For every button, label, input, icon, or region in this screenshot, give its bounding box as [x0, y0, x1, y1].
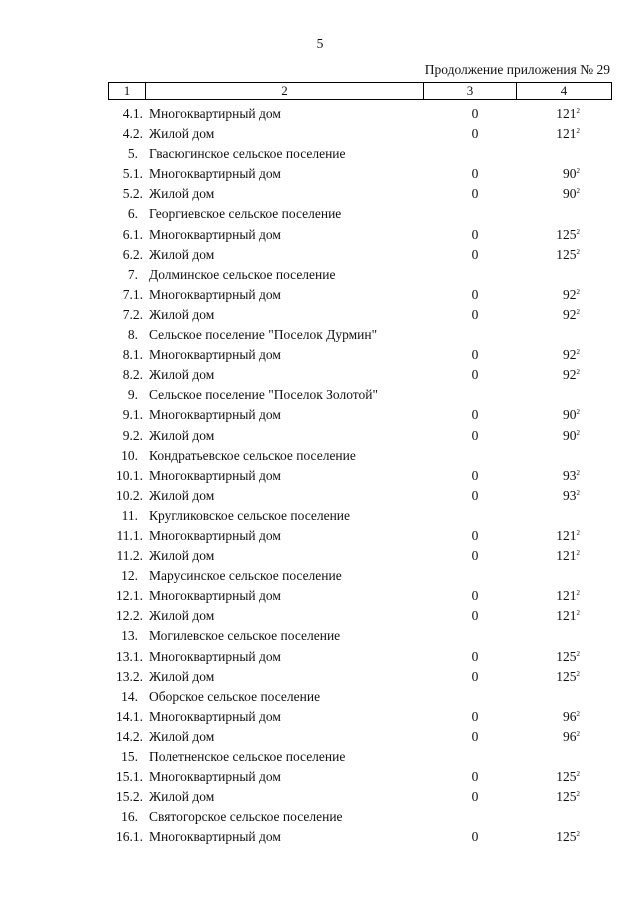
col-3-value: 0 [471, 548, 479, 564]
housing-type: Жилой дом [149, 126, 215, 142]
row-number: 5.1. [122, 166, 143, 182]
row-number: 14. [121, 688, 138, 704]
header-col-1: 1 [109, 83, 146, 100]
row-number: 13. [121, 628, 138, 644]
col-4-value [556, 124, 580, 144]
col-4-number: 92 [563, 367, 577, 383]
housing-type: Жилой дом [149, 427, 215, 443]
footnote-mark: 2 [576, 488, 580, 497]
housing-type: Многоквартирный дом [149, 708, 281, 724]
table-row [0, 305, 640, 325]
housing-type: Многоквартирный дом [149, 527, 281, 543]
col-4-value [556, 667, 580, 687]
col-3-value: 0 [471, 487, 479, 503]
footnote-mark: 2 [576, 589, 580, 598]
col-3-value: 0 [471, 789, 479, 805]
housing-type: Жилой дом [149, 668, 215, 684]
col-4-number: 121 [556, 548, 577, 564]
row-number: 13.2. [116, 668, 143, 684]
col-3-value: 0 [471, 527, 479, 543]
table-row [0, 667, 640, 687]
table-row [0, 767, 640, 787]
housing-type: Многоквартирный дом [149, 347, 281, 363]
col-4-number: 90 [563, 186, 577, 202]
row-number: 15.2. [116, 789, 143, 805]
col-4-value [563, 486, 580, 506]
row-number: 16. [121, 809, 138, 825]
footnote-mark: 2 [576, 307, 580, 316]
table-row [0, 124, 640, 144]
section-row [0, 747, 640, 767]
housing-type: Жилой дом [149, 789, 215, 805]
col-4-value [556, 225, 580, 245]
table-row [0, 405, 640, 425]
col-3-value: 0 [471, 708, 479, 724]
col-4-value [563, 405, 580, 425]
col-4-number: 125 [556, 789, 577, 805]
row-number: 14.2. [116, 728, 143, 744]
row-number: 7.2. [122, 306, 143, 322]
col-4-value [556, 787, 580, 807]
footnote-mark: 2 [576, 187, 580, 196]
table-row [0, 546, 640, 566]
footnote-mark: 2 [576, 770, 580, 779]
housing-type: Многоквартирный дом [149, 769, 281, 785]
row-number: 9.1. [122, 407, 143, 423]
footnote-mark: 2 [576, 348, 580, 357]
row-number: 10. [121, 447, 138, 463]
col-4-number: 125 [556, 829, 577, 845]
table-row [0, 486, 640, 506]
col-4-number: 90 [563, 407, 577, 423]
header-col-4: 4 [517, 83, 612, 100]
header-col-3: 3 [424, 83, 517, 100]
housing-type: Многоквартирный дом [149, 106, 281, 121]
page-number: 5 [316, 36, 324, 51]
col-3-value: 0 [471, 126, 479, 142]
row-number: 4.2. [122, 126, 143, 142]
housing-type: Многоквартирный дом [149, 286, 281, 302]
row-number: 16.1. [116, 829, 143, 845]
section-row [0, 446, 640, 466]
col-3-value: 0 [471, 648, 479, 664]
section-row [0, 325, 640, 345]
col-4-number: 125 [556, 246, 577, 262]
settlement-name: Сельское поселение "Поселок Дурмин" [149, 327, 378, 343]
header-col-2: 2 [146, 83, 424, 100]
col-4-value [556, 606, 580, 626]
footnote-mark: 2 [576, 428, 580, 437]
table-row [0, 707, 640, 727]
section-row [0, 144, 640, 164]
row-number: 10.2. [116, 487, 143, 503]
row-number: 6.1. [122, 226, 143, 242]
col-3-value: 0 [471, 829, 479, 845]
table-row [0, 787, 640, 807]
housing-type: Жилой дом [149, 306, 215, 322]
settlement-name: Марусинское сельское поселение [149, 568, 342, 584]
row-number: 5.2. [122, 186, 143, 202]
housing-type: Многоквартирный дом [149, 407, 281, 423]
col-3-value: 0 [471, 427, 479, 443]
row-number: 12.2. [116, 608, 143, 624]
row-number: 10.1. [116, 467, 143, 483]
settlement-name: Георгиевское сельское поселение [149, 206, 342, 222]
row-number: 15.1. [116, 769, 143, 785]
col-4-number: 121 [556, 608, 577, 624]
table-row [0, 586, 640, 606]
row-number: 8. [127, 327, 138, 343]
table-row [0, 225, 640, 245]
table-row [0, 285, 640, 305]
row-number: 12.1. [116, 588, 143, 604]
col-3-value: 0 [471, 588, 479, 604]
section-row [0, 204, 640, 224]
col-4-number: 96 [563, 708, 577, 724]
col-4-number: 121 [556, 126, 577, 142]
col-4-number: 121 [556, 106, 577, 121]
footnote-mark: 2 [576, 549, 580, 558]
row-number: 13.1. [116, 648, 143, 664]
housing-type: Жилой дом [149, 548, 215, 564]
row-number: 9.2. [122, 427, 143, 443]
col-4-value [556, 104, 580, 124]
table-row [0, 245, 640, 265]
row-number: 12. [121, 568, 138, 584]
housing-type: Жилой дом [149, 487, 215, 503]
footnote-mark: 2 [576, 609, 580, 618]
col-4-value [563, 345, 580, 365]
settlement-name: Кругликовское сельское поселение [149, 507, 351, 523]
section-row [0, 807, 640, 827]
footnote-mark: 2 [576, 167, 580, 176]
footnote-mark: 2 [576, 247, 580, 256]
col-3-value: 0 [471, 106, 479, 121]
section-row [0, 265, 640, 285]
footnote-mark: 2 [576, 709, 580, 718]
table-row [0, 345, 640, 365]
settlement-name: Гвасюгинское сельское поселение [149, 146, 346, 162]
col-4-number: 125 [556, 668, 577, 684]
row-number: 8.1. [122, 347, 143, 363]
row-number: 11. [121, 507, 138, 523]
col-3-value: 0 [471, 668, 479, 684]
table-row [0, 466, 640, 486]
settlement-name: Святогорское сельское поселение [149, 809, 343, 825]
col-4-number: 121 [556, 527, 577, 543]
col-4-value [563, 305, 580, 325]
col-3-value: 0 [471, 769, 479, 785]
housing-type: Многоквартирный дом [149, 226, 281, 242]
footnote-mark: 2 [576, 468, 580, 477]
col-4-value [556, 827, 580, 847]
col-4-value [556, 526, 580, 546]
col-3-value: 0 [471, 286, 479, 302]
table-row [0, 606, 640, 626]
settlement-name: Полетненское сельское поселение [149, 749, 346, 764]
col-4-value [563, 285, 580, 305]
row-number: 15. [121, 749, 138, 764]
footnote-mark: 2 [576, 528, 580, 537]
footnote-mark: 2 [576, 790, 580, 799]
table-row [0, 647, 640, 667]
col-3-value: 0 [471, 226, 479, 242]
section-row [0, 506, 640, 526]
housing-type: Многоквартирный дом [149, 829, 281, 845]
table-body [0, 104, 640, 847]
table-row [0, 827, 640, 847]
col-4-value [563, 707, 580, 727]
col-4-value [563, 426, 580, 446]
settlement-name: Долминское сельское поселение [149, 266, 336, 282]
col-4-value [563, 164, 580, 184]
row-number: 11.2. [116, 548, 143, 564]
housing-type: Жилой дом [149, 186, 215, 202]
col-4-number: 93 [563, 487, 577, 503]
col-4-number: 93 [563, 467, 577, 483]
housing-type: Жилой дом [149, 367, 215, 383]
row-number: 4.1. [122, 106, 143, 121]
col-3-value: 0 [471, 246, 479, 262]
col-4-value [563, 184, 580, 204]
col-3-value: 0 [471, 467, 479, 483]
row-number: 6. [127, 206, 138, 222]
footnote-mark: 2 [576, 107, 580, 115]
col-3-value: 0 [471, 306, 479, 322]
col-4-value [556, 546, 580, 566]
table-row [0, 526, 640, 546]
row-number: 6.2. [122, 246, 143, 262]
footnote-mark: 2 [576, 729, 580, 738]
col-4-number: 92 [563, 347, 577, 363]
table-row [0, 365, 640, 385]
row-number: 5. [127, 146, 138, 162]
footnote-mark: 2 [576, 649, 580, 658]
col-4-value [556, 586, 580, 606]
settlement-name: Могилевское сельское поселение [149, 628, 341, 644]
footnote-mark: 2 [576, 669, 580, 678]
table-header [108, 82, 612, 100]
row-number: 11.1. [116, 527, 143, 543]
col-3-value: 0 [471, 347, 479, 363]
col-3-value: 0 [471, 728, 479, 744]
row-number: 7.1. [122, 286, 143, 302]
col-4-number: 96 [563, 728, 577, 744]
col-4-number: 90 [563, 427, 577, 443]
settlement-name: Сельское поселение "Поселок Золотой" [149, 387, 378, 403]
col-3-value: 0 [471, 367, 479, 383]
col-4-value [556, 767, 580, 787]
housing-type: Многоквартирный дом [149, 467, 281, 483]
housing-type: Жилой дом [149, 608, 215, 624]
table-row [0, 164, 640, 184]
footnote-mark: 2 [576, 408, 580, 417]
col-4-number: 125 [556, 648, 577, 664]
table-row [0, 727, 640, 747]
housing-type: Жилой дом [149, 246, 215, 262]
row-number: 9. [127, 387, 138, 403]
col-4-value [556, 245, 580, 265]
col-4-number: 92 [563, 306, 577, 322]
settlement-name: Кондратьевское сельское поселение [149, 447, 356, 463]
settlement-name: Оборское сельское поселение [149, 688, 321, 704]
footnote-mark: 2 [576, 287, 580, 296]
footnote-mark: 2 [576, 127, 580, 136]
col-3-value: 0 [471, 407, 479, 423]
section-row [0, 566, 640, 586]
footnote-mark: 2 [576, 227, 580, 236]
col-3-value: 0 [471, 608, 479, 624]
section-row [0, 687, 640, 707]
table-row [0, 426, 640, 446]
housing-type: Многоквартирный дом [149, 648, 281, 664]
col-3-value: 0 [471, 186, 479, 202]
row-number: 14.1. [116, 708, 143, 724]
col-4-value [563, 466, 580, 486]
col-4-number: 125 [556, 769, 577, 785]
row-number: 8.2. [122, 367, 143, 383]
table-row [0, 104, 640, 124]
housing-type: Многоквартирный дом [149, 588, 281, 604]
footnote-mark: 2 [576, 368, 580, 377]
col-4-value [563, 365, 580, 385]
col-4-value [563, 727, 580, 747]
col-4-number: 125 [556, 226, 577, 242]
col-4-number: 121 [556, 588, 577, 604]
col-4-number: 92 [563, 286, 577, 302]
col-3-value: 0 [471, 166, 479, 182]
table-row [0, 184, 640, 204]
col-4-number: 90 [563, 166, 577, 182]
row-number: 7. [127, 266, 138, 282]
footnote-mark: 2 [576, 830, 580, 839]
housing-type: Жилой дом [149, 728, 215, 744]
housing-type: Многоквартирный дом [149, 166, 281, 182]
section-row [0, 385, 640, 405]
section-row [0, 626, 640, 646]
col-4-value [556, 647, 580, 667]
continuation-note: Продолжение приложения № 29 [424, 62, 610, 77]
